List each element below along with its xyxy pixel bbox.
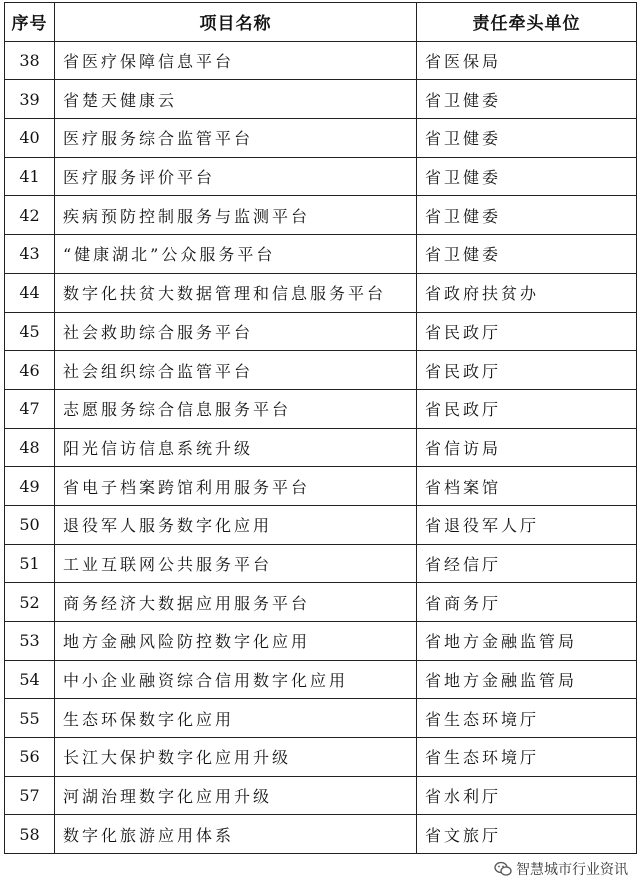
header-name: 项目名称	[55, 3, 417, 42]
lead-unit: 省民政厅	[417, 312, 637, 351]
row-number: 51	[5, 544, 55, 583]
table-row	[5, 428, 637, 467]
row-number: 55	[5, 699, 55, 738]
lead-unit: 省卫健委	[417, 235, 637, 274]
project-name: 工业互联网公共服务平台	[55, 544, 417, 583]
project-table	[4, 2, 637, 854]
project-name: 中小企业融资综合信用数字化应用	[55, 660, 417, 699]
table-row	[5, 505, 637, 544]
project-name: 阳光信访信息系统升级	[55, 428, 417, 467]
header-unit: 责任牵头单位	[417, 3, 637, 42]
table-row	[5, 815, 637, 854]
row-number: 40	[5, 119, 55, 158]
project-name: 地方金融风险防控数字化应用	[55, 622, 417, 661]
table-row	[5, 273, 637, 312]
row-number: 45	[5, 312, 55, 351]
lead-unit: 省政府扶贫办	[417, 273, 637, 312]
row-number: 56	[5, 738, 55, 777]
table-row	[5, 312, 637, 351]
row-number: 41	[5, 157, 55, 196]
wechat-icon	[494, 861, 512, 877]
project-name: 志愿服务综合信息服务平台	[55, 389, 417, 428]
project-name: 商务经济大数据应用服务平台	[55, 583, 417, 622]
lead-unit: 省地方金融监管局	[417, 660, 637, 699]
project-name: 数字化旅游应用体系	[55, 815, 417, 854]
lead-unit: 省卫健委	[417, 80, 637, 119]
row-number: 48	[5, 428, 55, 467]
lead-unit: 省水利厅	[417, 776, 637, 815]
row-number: 38	[5, 41, 55, 80]
table-row	[5, 699, 637, 738]
table-header-row	[5, 3, 637, 42]
row-number: 44	[5, 273, 55, 312]
watermark-text: 智慧城市行业资讯	[516, 862, 628, 878]
project-name: 疾病预防控制服务与监测平台	[55, 196, 417, 235]
lead-unit: 省地方金融监管局	[417, 622, 637, 661]
row-number: 53	[5, 622, 55, 661]
lead-unit: 省商务厅	[417, 583, 637, 622]
lead-unit: 省卫健委	[417, 196, 637, 235]
lead-unit: 省民政厅	[417, 389, 637, 428]
table-row	[5, 622, 637, 661]
row-number: 57	[5, 776, 55, 815]
header-no: 序号	[5, 3, 55, 42]
table-row	[5, 738, 637, 777]
lead-unit: 省退役军人厅	[417, 505, 637, 544]
row-number: 43	[5, 235, 55, 274]
row-number: 58	[5, 815, 55, 854]
lead-unit: 省生态环境厅	[417, 699, 637, 738]
lead-unit: 省信访局	[417, 428, 637, 467]
lead-unit: 省档案馆	[417, 467, 637, 506]
project-name: 省楚天健康云	[55, 80, 417, 119]
row-number: 42	[5, 196, 55, 235]
project-name: 社会组织综合监管平台	[55, 351, 417, 390]
project-name: 省电子档案跨馆利用服务平台	[55, 467, 417, 506]
lead-unit: 省文旅厅	[417, 815, 637, 854]
table-row	[5, 119, 637, 158]
row-number: 50	[5, 505, 55, 544]
row-number: 54	[5, 660, 55, 699]
watermark	[490, 858, 632, 880]
table-row	[5, 467, 637, 506]
project-name: 医疗服务评价平台	[55, 157, 417, 196]
project-name: 长江大保护数字化应用升级	[55, 738, 417, 777]
lead-unit: 省卫健委	[417, 157, 637, 196]
table-row	[5, 196, 637, 235]
lead-unit: 省医保局	[417, 41, 637, 80]
project-name: 社会救助综合服务平台	[55, 312, 417, 351]
row-number: 39	[5, 80, 55, 119]
project-name: 生态环保数字化应用	[55, 699, 417, 738]
project-name: 退役军人服务数字化应用	[55, 505, 417, 544]
lead-unit: 省经信厅	[417, 544, 637, 583]
row-number: 52	[5, 583, 55, 622]
table-row	[5, 660, 637, 699]
table-row	[5, 776, 637, 815]
table-row	[5, 41, 637, 80]
project-name: 省医疗保障信息平台	[55, 41, 417, 80]
row-number: 47	[5, 389, 55, 428]
row-number: 49	[5, 467, 55, 506]
table-row	[5, 351, 637, 390]
table-row	[5, 583, 637, 622]
project-name: 河湖治理数字化应用升级	[55, 776, 417, 815]
lead-unit: 省民政厅	[417, 351, 637, 390]
lead-unit: 省卫健委	[417, 119, 637, 158]
table-row	[5, 80, 637, 119]
project-name: “健康湖北”公众服务平台	[55, 235, 417, 274]
table-row	[5, 235, 637, 274]
project-name: 数字化扶贫大数据管理和信息服务平台	[55, 273, 417, 312]
table-row	[5, 389, 637, 428]
lead-unit: 省生态环境厅	[417, 738, 637, 777]
table-row	[5, 157, 637, 196]
row-number: 46	[5, 351, 55, 390]
project-name: 医疗服务综合监管平台	[55, 119, 417, 158]
table-row	[5, 544, 637, 583]
